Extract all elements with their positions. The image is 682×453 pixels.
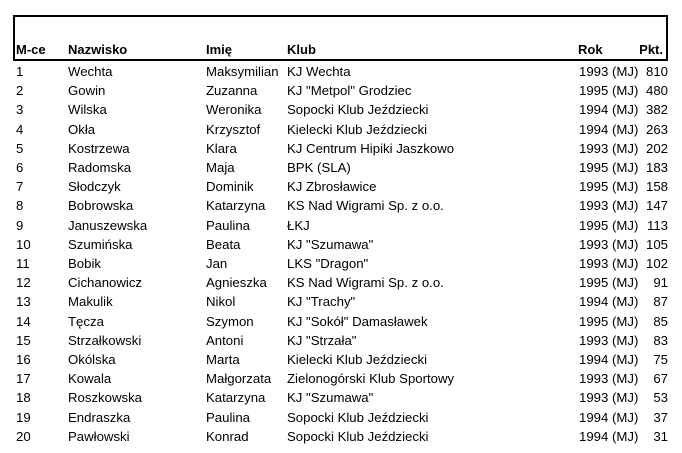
cell-year: 1995 (MJ) [579, 160, 639, 175]
cell-club: KJ "Strzała" [287, 332, 357, 348]
cell-club: KS Nad Wigrami Sp. z o.o. [287, 275, 444, 291]
cell-rank: 13 [16, 294, 31, 310]
cell-first-name: Dominik [206, 179, 254, 195]
cell-year: 1993 (MJ) [579, 332, 639, 348]
cell-year: 1994 (MJ) [579, 352, 639, 367]
cell-first-name: Konrad [206, 428, 249, 444]
cell-rank: 8 [16, 198, 24, 214]
cell-rank: 10 [16, 236, 31, 252]
header-rank: M-ce [16, 42, 46, 57]
header-club: Klub [287, 42, 316, 57]
cell-club: KS Nad Wigrami Sp. z o.o. [287, 198, 444, 214]
cell-first-name: Maja [206, 160, 235, 175]
cell-rank: 18 [16, 390, 31, 406]
cell-club: KJ "Szumawa" [287, 236, 374, 252]
cell-rank: 4 [16, 121, 24, 137]
cell-rank: 2 [16, 83, 24, 99]
cell-club: KJ Zbrosławice [287, 179, 377, 195]
cell-year: 1993 (MJ) [579, 140, 639, 156]
cell-surname: Słodczyk [68, 179, 121, 195]
cell-first-name: Jan [206, 256, 228, 271]
cell-rank: 9 [16, 217, 24, 233]
cell-year: 1995 (MJ) [579, 179, 639, 195]
cell-year: 1993 (MJ) [579, 371, 639, 387]
cell-first-name: Paulina [206, 409, 250, 425]
cell-first-name: Nikol [206, 294, 236, 310]
cell-year: 1993 (MJ) [579, 198, 639, 214]
cell-points: 83 [653, 332, 668, 348]
cell-surname: Tęcza [68, 313, 104, 329]
header-surname: Nazwisko [68, 42, 128, 57]
cell-points: 105 [645, 236, 668, 252]
cell-club: Kielecki Klub Jeździecki [287, 352, 427, 367]
cell-year: 1994 (MJ) [579, 121, 639, 137]
cell-club: Sopocki Klub Jeździecki [287, 102, 429, 118]
cell-points: 147 [645, 198, 668, 214]
cell-first-name: Małgorzata [206, 371, 272, 387]
cell-rank: 19 [16, 409, 31, 425]
cell-club: ŁKJ [287, 217, 310, 233]
cell-surname: Endraszka [68, 409, 131, 425]
cell-first-name: Antoni [206, 332, 244, 348]
cell-rank: 6 [16, 160, 24, 175]
cell-points: 85 [653, 313, 668, 329]
cell-first-name: Beata [206, 236, 241, 252]
cell-rank: 7 [16, 179, 24, 195]
header-points: Pkt. [639, 42, 663, 57]
header-first-name: Imię [206, 42, 233, 57]
cell-year: 1993 (MJ) [579, 256, 639, 271]
cell-year: 1994 (MJ) [579, 294, 639, 310]
cell-surname: Bobrowska [68, 198, 134, 214]
cell-rank: 12 [16, 275, 31, 291]
cell-points: 37 [653, 409, 668, 425]
cell-club: Sopocki Klub Jeździecki [287, 409, 429, 425]
cell-year: 1994 (MJ) [579, 428, 639, 444]
cell-points: 53 [653, 390, 668, 406]
cell-club: KJ "Szumawa" [287, 390, 374, 406]
cell-surname: Okólska [68, 352, 116, 367]
cell-surname: Pawłowski [68, 428, 130, 444]
cell-surname: Okła [68, 121, 96, 137]
cell-points: 31 [653, 428, 668, 444]
cell-points: 75 [653, 352, 668, 367]
cell-first-name: Katarzyna [206, 390, 266, 406]
cell-first-name: Agnieszka [206, 275, 267, 291]
cell-club: BPK (SLA) [287, 160, 351, 175]
cell-surname: Bobik [68, 256, 101, 271]
cell-points: 158 [645, 179, 668, 195]
cell-points: 183 [645, 160, 668, 175]
cell-club: LKS "Dragon" [287, 256, 369, 271]
header-divider [13, 59, 668, 61]
cell-rank: 11 [16, 256, 30, 271]
cell-club: KJ "Metpol" Grodziec [287, 83, 412, 99]
cell-surname: Cichanowicz [68, 275, 143, 291]
cell-points: 91 [653, 275, 668, 291]
cell-surname: Szumińska [68, 236, 133, 252]
cell-surname: Radomska [68, 160, 132, 175]
cell-rank: 20 [16, 428, 31, 444]
cell-rank: 17 [16, 371, 31, 387]
cell-year: 1995 (MJ) [579, 275, 639, 291]
cell-first-name: Klara [206, 140, 237, 156]
cell-club: Sopocki Klub Jeździecki [287, 428, 429, 444]
cell-points: 263 [645, 121, 668, 137]
cell-points: 382 [645, 102, 668, 118]
cell-points: 113 [646, 217, 668, 233]
cell-points: 102 [645, 256, 668, 271]
cell-year: 1994 (MJ) [579, 102, 639, 118]
cell-club: KJ Wechta [287, 64, 351, 79]
cell-surname: Kowala [68, 371, 112, 387]
cell-points: 810 [645, 64, 668, 79]
cell-year: 1993 (MJ) [579, 390, 639, 406]
cell-club: Zielonogórski Klub Sportowy [287, 371, 455, 387]
cell-rank: 16 [16, 352, 31, 367]
cell-surname: Strzałkowski [68, 332, 142, 348]
cell-first-name: Katarzyna [206, 198, 266, 214]
cell-points: 87 [653, 294, 668, 310]
cell-rank: 15 [16, 332, 31, 348]
cell-club: Kielecki Klub Jeździecki [287, 121, 427, 137]
cell-rank: 14 [16, 313, 31, 329]
cell-year: 1993 (MJ) [579, 64, 639, 79]
cell-points: 67 [653, 371, 668, 387]
cell-first-name: Paulina [206, 217, 250, 233]
cell-surname: Wilska [68, 102, 107, 118]
cell-points: 480 [645, 83, 668, 99]
cell-rank: 5 [16, 140, 24, 156]
cell-surname: Januszewska [68, 217, 148, 233]
cell-points: 202 [645, 140, 668, 156]
cell-year: 1995 (MJ) [579, 83, 639, 99]
cell-year: 1993 (MJ) [579, 236, 639, 252]
cell-first-name: Szymon [206, 313, 254, 329]
cell-surname: Kostrzewa [68, 140, 130, 156]
cell-surname: Makulik [68, 294, 113, 310]
cell-rank: 3 [16, 102, 24, 118]
cell-year: 1995 (MJ) [579, 313, 639, 329]
cell-surname: Wechta [68, 64, 113, 79]
cell-year: 1995 (MJ) [579, 217, 639, 233]
cell-first-name: Marta [206, 352, 240, 367]
cell-first-name: Krzysztof [206, 121, 261, 137]
cell-club: KJ "Sokół" Damasławek [287, 313, 428, 329]
header-year: Rok [578, 42, 603, 57]
cell-first-name: Zuzanna [206, 83, 258, 99]
cell-surname: Roszkowska [68, 390, 143, 406]
cell-year: 1994 (MJ) [579, 409, 639, 425]
cell-first-name: Weronika [206, 102, 262, 118]
cell-club: KJ "Trachy" [287, 294, 356, 310]
cell-first-name: Maksymilian [206, 64, 279, 79]
cell-surname: Gowin [68, 83, 106, 99]
cell-club: KJ Centrum Hipiki Jaszkowo [287, 140, 455, 156]
cell-rank: 1 [16, 64, 24, 79]
